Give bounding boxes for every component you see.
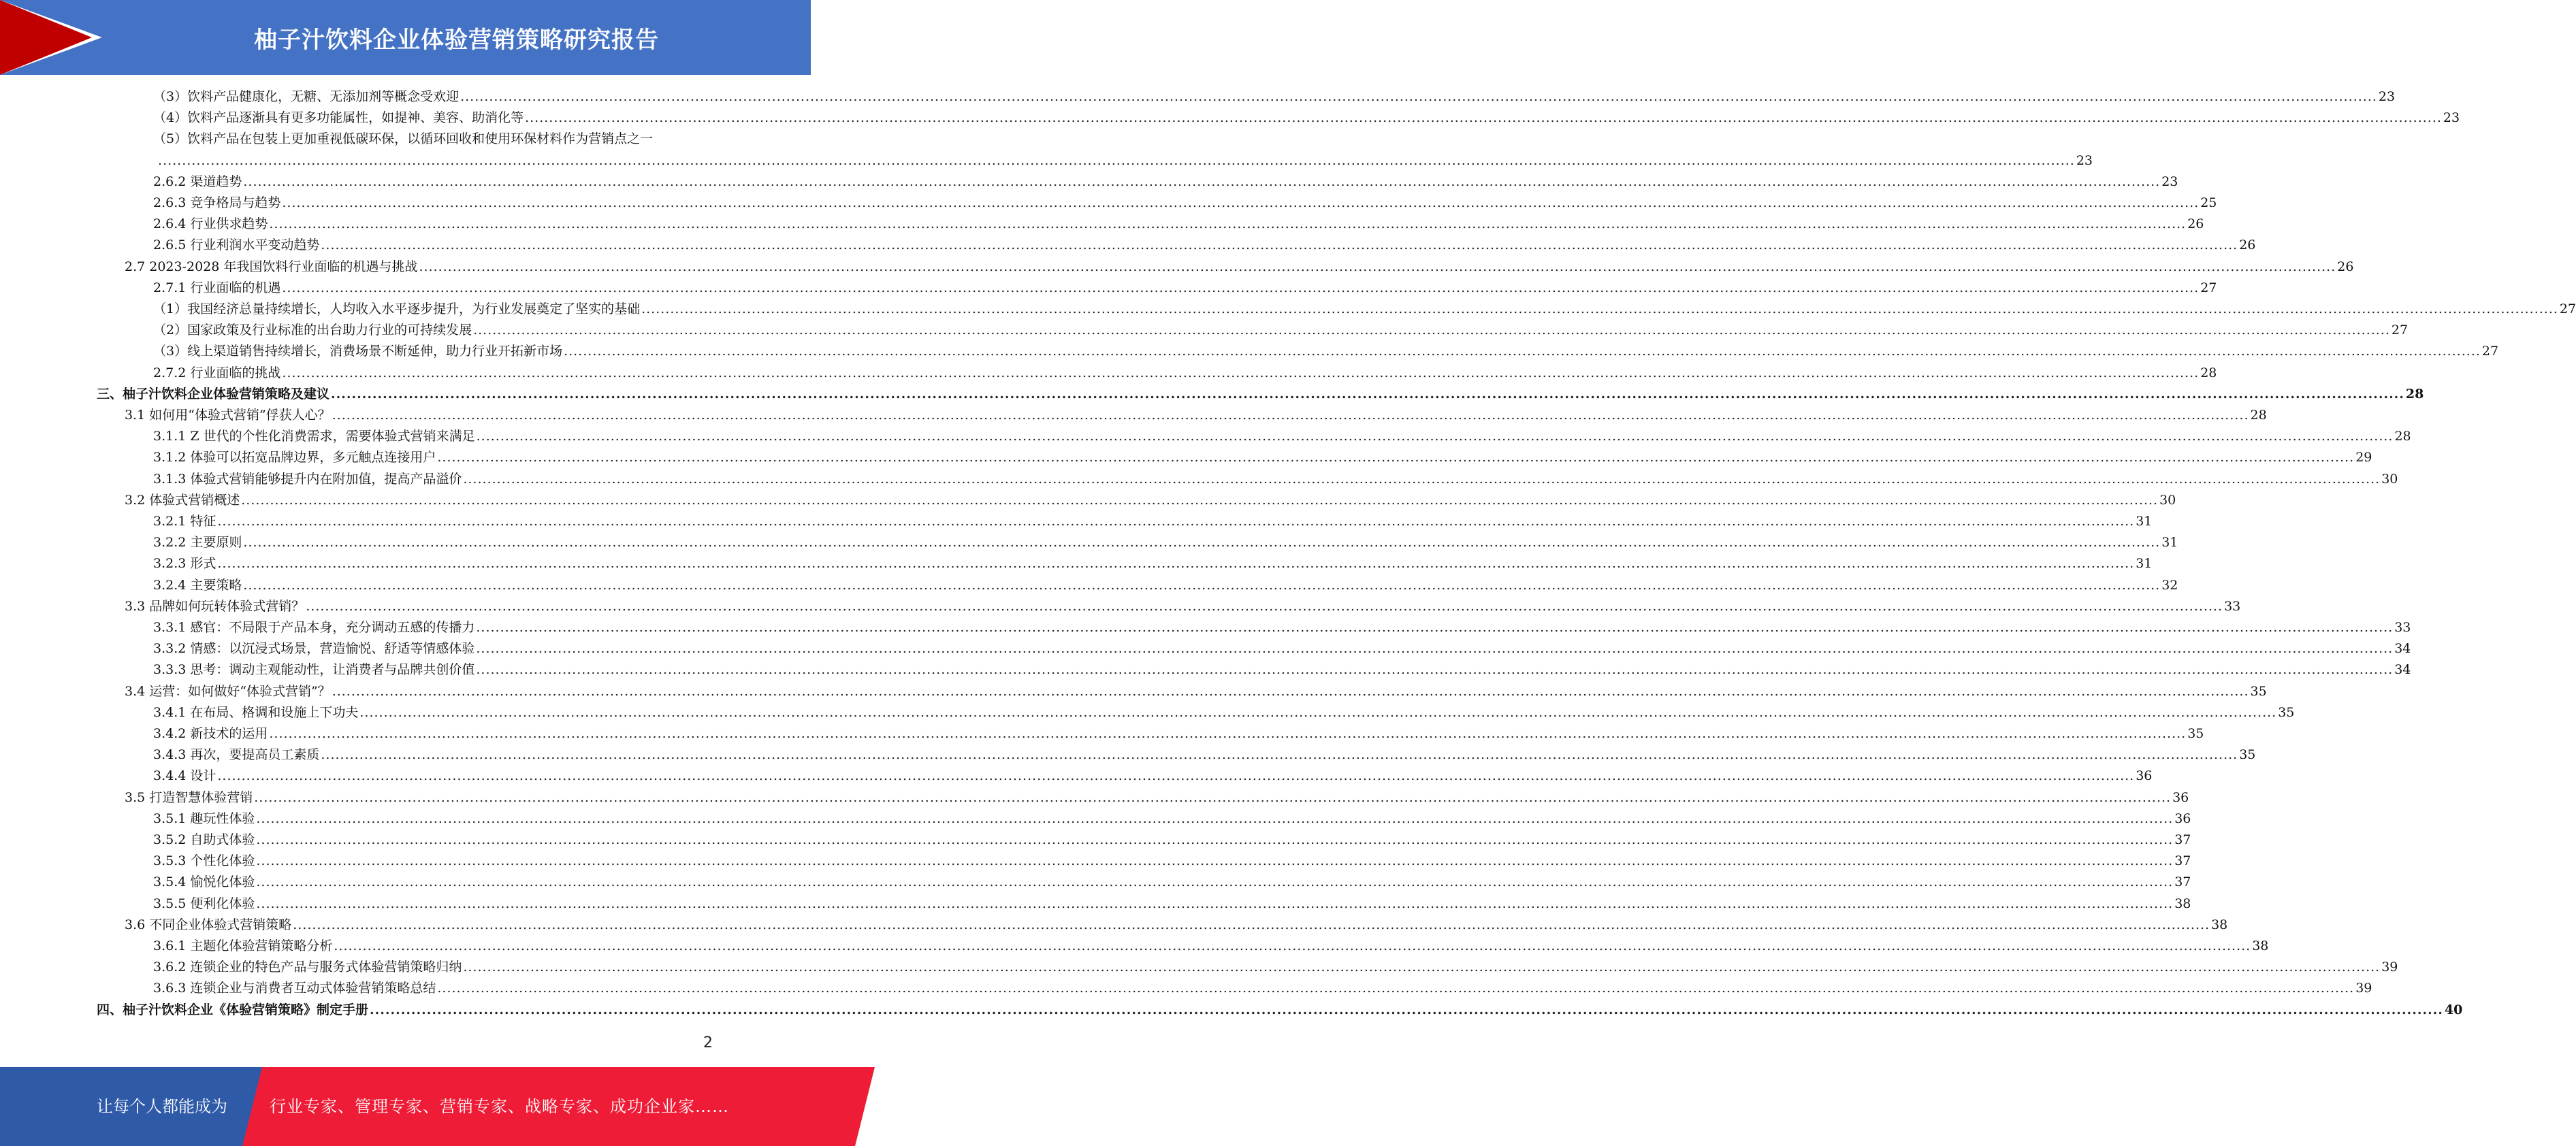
- toc-entry-page: 25: [2200, 195, 2217, 210]
- toc-entry-page: 34: [2394, 662, 2411, 678]
- toc-entry-title: 3.4.2 新技术的运用: [153, 726, 268, 741]
- toc-entry-title: 3.5.3 个性化体验: [153, 853, 255, 869]
- toc-leader-dots: ................................................................................................................................................................................................................................................................................................................................................................................................................: [332, 683, 2249, 699]
- toc-entry[interactable]: [153, 108, 2460, 129]
- toc-entry-title: （4）饮料产品逐渐具有更多功能属性，如提神、美容、助消化等: [153, 110, 524, 126]
- toc-entry[interactable]: [153, 702, 2295, 723]
- toc-entry[interactable]: [153, 744, 2256, 766]
- toc-entry-title: 3.5.4 愉悦化体验: [153, 874, 255, 890]
- toc-entry-page: 37: [2174, 832, 2191, 847]
- toc-leader-dots: ................................................................................................................................................................................................................................................................................................................................................................................................................: [473, 323, 2390, 338]
- toc-entry-title: 3.6.1 主题化体验营销策略分析: [153, 938, 333, 953]
- toc-entry-title: 3.3.1 感官：不局限于产品本身，充分调动五感的传播力: [153, 620, 475, 635]
- toc-leader-dots: ................................................................................................................................................................................................................................................................................................................................................................................................................: [321, 747, 2238, 763]
- toc-leader-dots: ................................................................................................................................................................................................................................................................................................................................................................................................................: [476, 429, 2394, 444]
- toc-entry[interactable]: [125, 405, 2267, 426]
- toc-entry-page: 36: [2136, 768, 2153, 784]
- footer-slogan-left: 让每个人都能成为: [97, 1097, 227, 1116]
- toc-entry-page: 27: [2391, 323, 2409, 338]
- toc-leader-dots: ................................................................................................................................................................................................................................................................................................................................................................................................................: [241, 492, 2159, 508]
- toc-entry[interactable]: [125, 787, 2189, 808]
- toc-entry-page: 37: [2174, 853, 2191, 869]
- toc-entry[interactable]: [153, 617, 2411, 638]
- toc-entry-title: （3）线上渠道销售持续增长，消费场景不断延伸，助力行业开拓新市场: [153, 344, 563, 359]
- toc-entry[interactable]: [153, 851, 2191, 872]
- toc-entry-title: 3.5.1 趣玩性体验: [153, 811, 255, 826]
- toc-entry[interactable]: [125, 681, 2267, 702]
- toc-leader-dots: ................................................................................................................................................................................................................................................................................................................................................................................................................: [564, 344, 2481, 359]
- toc-entry[interactable]: [153, 532, 2178, 553]
- toc-entry[interactable]: [153, 723, 2204, 744]
- toc-entry-page: 32: [2161, 577, 2178, 593]
- toc-entry-title: 3.2.3 形式: [153, 556, 216, 572]
- toc-leader-dots: ................................................................................................................................................................................................................................................................................................................................................................................................................: [254, 789, 2172, 805]
- toc-entry[interactable]: [153, 659, 2411, 681]
- toc-entry-page: 26: [2337, 259, 2354, 274]
- toc-entry[interactable]: [153, 830, 2191, 851]
- toc-entry-page: 26: [2187, 216, 2204, 232]
- toc-entry[interactable]: [125, 257, 2354, 278]
- toc-entry-page: 23: [2378, 89, 2396, 104]
- toc-entry-title: 3.6.2 连锁企业的特色产品与服务式体验营销策略归纳: [153, 960, 462, 975]
- toc-leader-dots: ................................................................................................................................................................................................................................................................................................................................................................................................................: [641, 301, 2558, 316]
- toc-entry-title: 3.1.3 体验式营销能够提升内在附加值，提高产品溢价: [153, 471, 462, 487]
- toc-entry-title: 3.1.2 体验可以拓宽品牌边界，多元触点连接用户: [153, 450, 436, 465]
- toc-entry-page: 28: [2394, 429, 2411, 444]
- toc-leader-dots: ................................................................................................................................................................................................................................................................................................................................................................................................................: [217, 556, 2135, 572]
- toc-entry[interactable]: [153, 957, 2398, 978]
- toc-leader-dots: ................................................................................................................................................................................................................................................................................................................................................................................................................: [256, 874, 2174, 890]
- toc-leader-dots: ................................................................................................................................................................................................................................................................................................................................................................................................................: [476, 620, 2394, 635]
- toc-entry[interactable]: [153, 575, 2178, 596]
- toc-entry-title: 3.4 运营：如何做好“体验式营销”？: [125, 683, 331, 699]
- toc-entry-title: 3.1.1 Z 世代的个性化消费需求，需要体验式营销来满足: [153, 429, 475, 444]
- toc-entry-title: （3）饮料产品健康化，无糖、无添加剂等概念受欢迎: [153, 89, 460, 104]
- toc-entry-title: 2.7.1 行业面临的机遇: [153, 280, 281, 295]
- toc-entry[interactable]: [153, 808, 2191, 830]
- toc-entry-page: 23: [2076, 152, 2093, 168]
- toc-entry[interactable]: [97, 1000, 2463, 1021]
- header-chevron-icon: [0, 0, 92, 75]
- toc-entry-page: 30: [2381, 471, 2398, 487]
- toc-entry-title: 2.7.2 行业面临的挑战: [153, 365, 281, 380]
- toc-leader-dots: ................................................................................................................................................................................................................................................................................................................................................................................................................: [256, 896, 2174, 911]
- toc-entry[interactable]: [153, 511, 2153, 532]
- toc-entry-page: 35: [2187, 726, 2204, 741]
- toc-entry[interactable]: [153, 235, 2256, 256]
- toc-leader-dots: ................................................................................................................................................................................................................................................................................................................................................................................................................: [359, 704, 2277, 720]
- toc-leader-dots: ................................................................................................................................................................................................................................................................................................................................................................................................................: [476, 641, 2394, 657]
- toc-entry-title: 2.6.3 竞争格局与趋势: [153, 195, 281, 210]
- toc-entry-page: 27: [2200, 280, 2217, 295]
- toc-entry[interactable]: [153, 86, 2396, 108]
- toc-entry[interactable]: [125, 915, 2228, 936]
- toc-leader-dots: ................................................................................................................................................................................................................................................................................................................................................................................................................: [269, 726, 2187, 741]
- toc-entry-page: 23: [2443, 110, 2460, 126]
- toc-leader-dots: ................................................................................................................................................................................................................................................................................................................................................................................................................: [256, 853, 2174, 869]
- toc-entry-page: 35: [2278, 704, 2295, 720]
- toc-entry-page: 38: [2174, 896, 2191, 911]
- toc-leader-dots: ................................................................................................................................................................................................................................................................................................................................................................................................................: [463, 471, 2381, 487]
- toc-leader-dots: ................................................................................................................................................................................................................................................................................................................................................................................................................: [243, 174, 2161, 189]
- toc-entry-page: 37: [2174, 874, 2191, 890]
- toc-entry-title: 3.2.2 主要原则: [153, 535, 242, 551]
- toc-entry-page: 26: [2239, 238, 2256, 253]
- toc-entry-title: 2.6.2 渠道趋势: [153, 174, 242, 189]
- toc-leader-dots: ................................................................................................................................................................................................................................................................................................................................................................................................................: [256, 832, 2174, 847]
- toc-leader-dots: ................................................................................................................................................................................................................................................................................................................................................................................................................: [525, 110, 2442, 126]
- toc-entry[interactable]: [153, 214, 2204, 235]
- toc-leader-dots: ................................................................................................................................................................................................................................................................................................................................................................................................................: [243, 535, 2161, 551]
- toc-entry-title: 3.4.4 设计: [153, 768, 216, 784]
- toc-entry-title: 3.2.4 主要策略: [153, 577, 242, 593]
- toc-entry[interactable]: [153, 278, 2217, 299]
- toc-entry-page: 30: [2159, 492, 2176, 508]
- toc-entry-title: 3.1 如何用“体验式营销”俘获人心？: [125, 408, 331, 423]
- toc-entry[interactable]: [153, 553, 2153, 574]
- toc-entry-title: 3.2 体验式营销概述: [125, 492, 240, 508]
- toc-leader-dots: ................................................................................................................................................................................................................................................................................................................................................................................................................: [463, 960, 2381, 975]
- page-number: 2: [703, 1034, 713, 1051]
- toc-entry-title: 3.4.3 再次，要提高员工素质: [153, 747, 320, 763]
- page-footer: [0, 1067, 811, 1146]
- toc-entry[interactable]: [153, 426, 2411, 447]
- toc-entry-page: 35: [2250, 683, 2267, 699]
- toc-leader-dots: ................................................................................................................................................................................................................................................................................................................................................................................................................: [282, 365, 2200, 380]
- toc-entry-page: 39: [2381, 960, 2398, 975]
- toc-leader-dots: ................................................................................................................................................................................................................................................................................................................................................................................................................: [419, 259, 2336, 274]
- toc-leader-dots: ................................................................................................................................................................................................................................................................................................................................................................................................................: [243, 577, 2161, 593]
- toc-entry-page: 31: [2161, 535, 2178, 551]
- page-header: [0, 0, 811, 75]
- toc-entry-page: 38: [2211, 917, 2228, 932]
- toc-entry-title: 3.5.5 便利化体验: [153, 896, 255, 911]
- toc-leader-dots: ................................................................................................................................................................................................................................................................................................................................................................................................................: [269, 216, 2187, 232]
- toc-entry-title: 3.5.2 自助式体验: [153, 832, 255, 847]
- toc-leader-dots: ................................................................................................................................................................................................................................................................................................................................................................................................................: [476, 662, 2394, 678]
- toc-entry[interactable]: [153, 894, 2191, 915]
- toc-leader-dots: ................................................................................................................................................................................................................................................................................................................................................................................................................: [370, 1002, 2443, 1017]
- toc-entry-title: 三、柚子汁饮料企业体验营销策略及建议: [97, 386, 330, 402]
- toc-entry[interactable]: [153, 129, 713, 150]
- toc-leader-dots: ................................................................................................................................................................................................................................................................................................................................................................................................................: [293, 917, 2210, 932]
- toc-entry-title: 3.6 不同企业体验式营销策略: [125, 917, 292, 932]
- toc-leader-dots: ................................................................................................................................................................................................................................................................................................................................................................................................................: [282, 195, 2200, 210]
- toc-entry-title: 3.3.2 情感：以沉浸式场景，营造愉悦、舒适等情感体验: [153, 641, 475, 657]
- toc-leader-dots: ................................................................................................................................................................................................................................................................................................................................................................................................................: [437, 981, 2355, 996]
- toc-leader-dots: ................................................................................................................................................................................................................................................................................................................................................................................................................: [332, 408, 2249, 423]
- toc-entry-title: （1）我国经济总量持续增长，人均收入水平逐步提升，为行业发展奠定了坚实的基础: [153, 301, 641, 316]
- toc-entry-title: 3.3.3 思考：调动主观能动性，让消费者与品牌共创价值: [153, 662, 475, 678]
- toc-entry[interactable]: [153, 193, 2217, 214]
- toc-entry[interactable]: [97, 384, 2424, 405]
- toc-leader-dots: ................................................................................................................................................................................................................................................................................................................................................................................................................: [282, 280, 2200, 295]
- toc-leader-dots: ................................................................................................................................................................................................................................................................................................................................................................................................................: [256, 811, 2174, 826]
- toc-entry-page: 29: [2355, 450, 2372, 465]
- toc-entry-page: 40: [2444, 1002, 2463, 1017]
- toc-entry-title: 2.7 2023-2028 年我国饮料行业面临的机遇与挑战: [125, 259, 418, 274]
- toc-entry-page: 38: [2252, 938, 2269, 953]
- toc-entry-page: 31: [2136, 514, 2153, 529]
- toc-entry[interactable]: [153, 766, 2153, 787]
- document-title: 柚子汁饮料企业体验营销策略研究报告: [254, 26, 659, 54]
- toc-entry-title: （5）饮料产品在包装上更加重视低碳环保，以循环回收和使用环保材料作为营销点之一: [153, 131, 654, 147]
- toc-entry-page: 27: [2481, 344, 2499, 359]
- toc-entry[interactable]: [125, 490, 2176, 511]
- toc-entry[interactable]: [153, 447, 2372, 468]
- toc-leader-dots: ................................................................................................................................................................................................................................................................................................................................................................................................................: [158, 152, 2075, 168]
- toc-entry-page: 33: [2224, 598, 2241, 614]
- toc-entry-title: 四、柚子汁饮料企业《体验营销策略》制定手册: [97, 1002, 369, 1017]
- toc-entry-page: 33: [2394, 620, 2411, 635]
- toc-leader-dots: ................................................................................................................................................................................................................................................................................................................................................................................................................: [331, 386, 2404, 402]
- toc-entry-title: （2）国家政策及行业标准的出台助力行业的可持续发展: [153, 323, 472, 338]
- toc-leader-dots: ................................................................................................................................................................................................................................................................................................................................................................................................................: [460, 89, 2377, 104]
- toc-entry-page: 28: [2250, 408, 2267, 423]
- footer-slogan-right: 行业专家、管理专家、营销专家、战略专家、成功企业家……: [270, 1097, 729, 1116]
- toc-entry-title: 3.5 打造智慧体验营销: [125, 789, 253, 805]
- toc-entry-page: 27: [2559, 301, 2576, 316]
- toc-leader-dots: ................................................................................................................................................................................................................................................................................................................................................................................................................: [217, 514, 2135, 529]
- toc-entry[interactable]: [153, 936, 2269, 957]
- toc-entry[interactable]: [157, 150, 2093, 171]
- toc-entry-page: 34: [2394, 641, 2411, 657]
- toc-entry-page: 31: [2136, 556, 2153, 572]
- toc-entry-page: 23: [2161, 174, 2178, 189]
- toc-entry-page: 36: [2172, 789, 2189, 805]
- toc-entry[interactable]: [153, 872, 2191, 893]
- toc-entry[interactable]: [153, 171, 2178, 193]
- toc-entry-page: 39: [2355, 981, 2372, 996]
- toc-entry[interactable]: [153, 978, 2372, 999]
- toc-entry-title: 3.2.1 特征: [153, 514, 216, 529]
- toc-entry-page: 28: [2405, 386, 2424, 402]
- toc-entry[interactable]: [153, 320, 2409, 341]
- toc-entry[interactable]: [153, 341, 2499, 362]
- toc-leader-dots: ................................................................................................................................................................................................................................................................................................................................................................................................................: [334, 938, 2251, 953]
- toc-entry-title: 3.4.1 在布局、格调和设施上下功夫: [153, 704, 359, 720]
- toc-entry-title: 2.6.5 行业利润水平变动趋势: [153, 238, 320, 253]
- toc-entry-title: 3.3 品牌如何玩转体验式营销？: [125, 598, 305, 614]
- toc-entry[interactable]: [153, 638, 2411, 659]
- toc-entry-page: 28: [2200, 365, 2217, 380]
- toc-entry-page: 35: [2239, 747, 2256, 763]
- toc-entry-title: 2.6.4 行业供求趋势: [153, 216, 268, 232]
- toc-entry[interactable]: [125, 596, 2241, 617]
- toc-leader-dots: ................................................................................................................................................................................................................................................................................................................................................................................................................: [437, 450, 2355, 465]
- toc-leader-dots: ................................................................................................................................................................................................................................................................................................................................................................................................................: [217, 768, 2135, 784]
- toc-entry[interactable]: [153, 299, 2576, 320]
- toc-entry-page: 36: [2174, 811, 2191, 826]
- toc-leader-dots: ................................................................................................................................................................................................................................................................................................................................................................................................................: [306, 598, 2223, 614]
- toc-entry[interactable]: [153, 363, 2217, 384]
- toc-entry[interactable]: [153, 469, 2398, 490]
- toc-entry-title: 3.6.3 连锁企业与消费者互动式体验营销策略总结: [153, 981, 436, 996]
- toc-leader-dots: ................................................................................................................................................................................................................................................................................................................................................................................................................: [321, 238, 2238, 253]
